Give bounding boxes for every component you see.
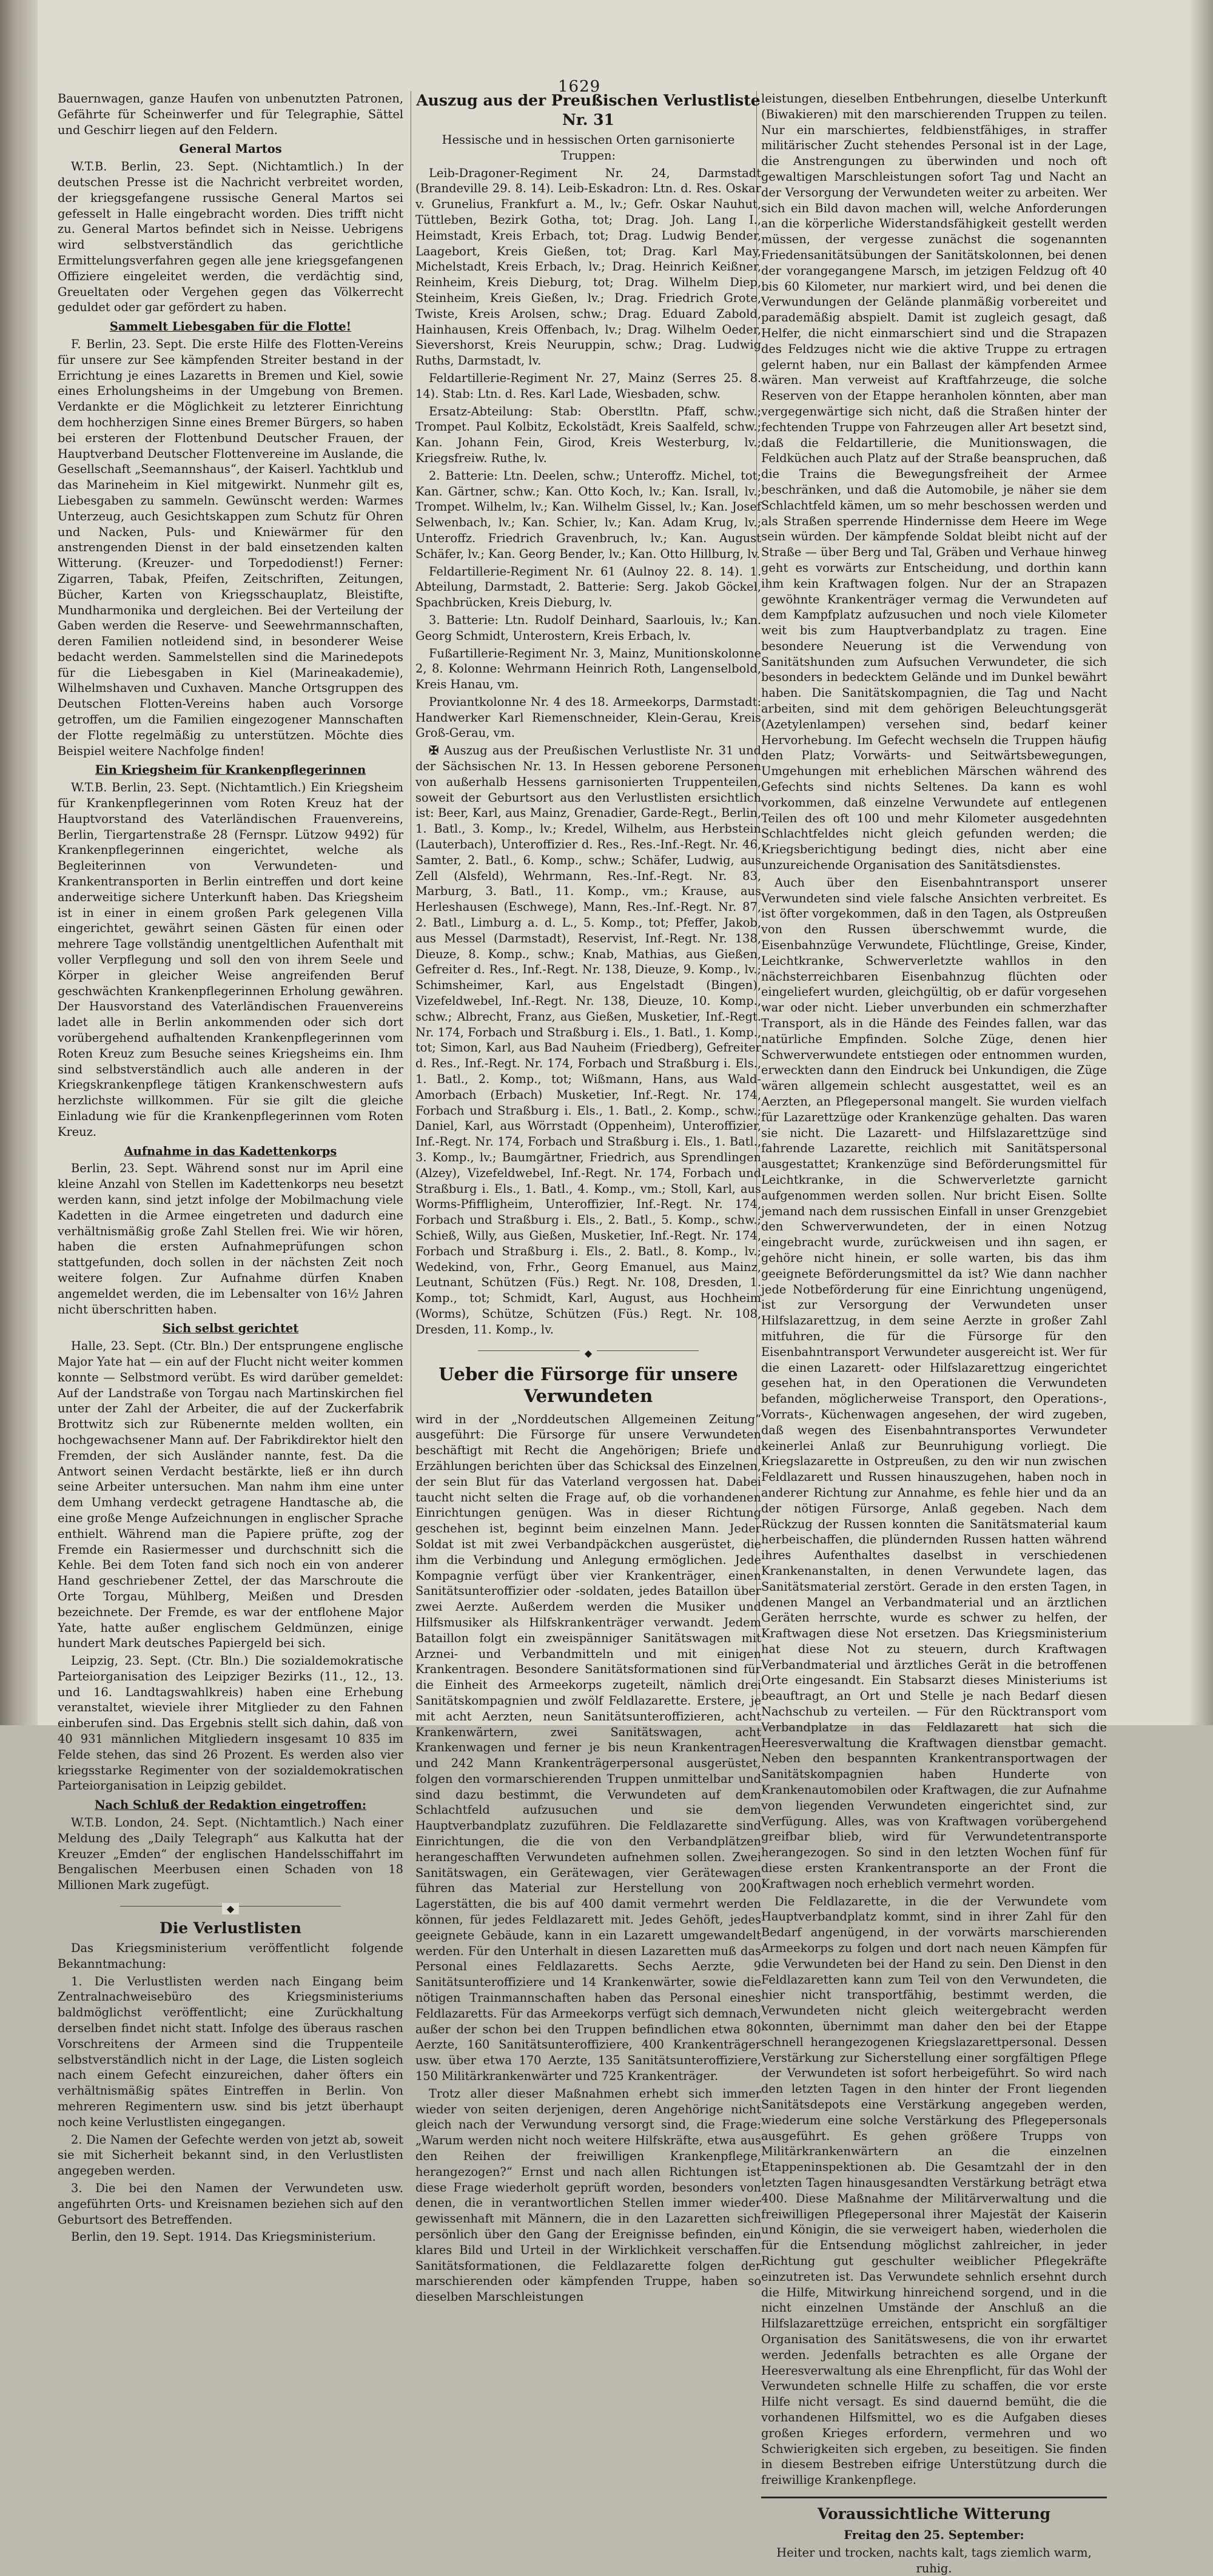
verlustlisten-point-2: 2. Die Namen der Gefechte werden von jetzt ab, soweit sie mit Sicherheit bekannt sind, in den Verlustlisten angegeben werden.	[58, 2132, 403, 2178]
ornament-divider: ◆	[58, 1900, 403, 1911]
casualty-list-proviantkolonne: Proviantkolonne Nr. 4 des 18. Armeekorps, Darmstadt: Handwerker Karl Riemenschneider, Klein-Gerau, Kreis Groß-Gerau, vm.	[415, 694, 761, 740]
verlustlisten-point-3: 3. Die bei den Namen der Verwundeten usw. angeführten Orts- und Kreisnamen beziehen sich auf den Geburtsort des Betreffenden.	[58, 2181, 403, 2227]
casualty-list-dragoner: Leib-Dragoner-Regiment Nr. 24, Darmstadt (Brandeville 29. 8. 14). Leib-Eskadron: Ltn. d. Res. Oskar v. Grunelius, Frankfurt a. M., lv.; Gefr. Oskar Nauhut, Tüttleben, Bezirk Gotha, tot; Drag. Joh. Lang I., Heimstadt, Kreis Erbach, tot; Drag. Ludwig Bender, Laagebort, Kreis Gießen, tot; Drag. Karl May, Michelstadt, Kreis Erbach, lv.; Drag. Heinrich Keißner, Reinheim, Kreis Dieburg, tot; Drag. Wilhelm Diep, Steinheim, Kreis Gießen, lv.; Drag. Friedrich Grote, Twiste, Kreis Arolsen, schw.; Drag. Eduard Zabold, Hainhausen, Kreis Offenbach, lv.; Drag. Wilhelm Oeder, Sievershorst, Kreis Neuruppin, schw.; Drag. Ludwig Ruths, Darmstadt, lv.	[415, 166, 761, 368]
article-fuersorge-part-1: wird in der „Norddeutschen Allgemeinen Zeitung“ ausgeführt: Die Fürsorge für unsere Verwundeten beschäftigt mit Recht die Angehörigen; Briefe und Erzählungen berichten über das Schicksal des Einzelnen, der sein Blut für das Vaterland vergossen hat. Dabei taucht nicht selten die Frage auf, ob die vorhandenen Einrichtungen genügen. Was in dieser Richtung geschehen ist, beginnt beim einzelnen Mann. Jeder Soldat ist mit zwei Verbandpäckchen ausgerüstet, die ihm die Verbindung und Anlegung ermöglichen. Jede Kompagnie verfügt über vier Krankenträger, einen Sanitätsunteroffizier oder -soldaten, jedes Bataillon über zwei Aerzte. Außerdem werden die Musiker und Hilfsmusiker als Hilfskrankenträger verwandt. Jedem Bataillon folgt ein zweispänniger Sanitätswagen mit Arznei- und Verbandmitteln und mit einigen Krankentragen. Besondere Sanitätsformationen sind für die Einheit des Armeekorps zugeteilt, nämlich drei Sanitätskompagnien und zwölf Feldlazarette. Erstere, je mit acht Aerzten, neun Sanitätsunteroffizieren, acht Krankenwärtern, zwei Sanitätswagen, acht Krankenwagen und ferner je bis neun Krankentragen und 242 Mann Krankenträgerpersonal ausgerüstet, folgen den vormarschierenden Truppen unmittelbar und sind dazu bestimmt, die Verwundeten auf dem Schlachtfeld aufzusuchen und sie dem Hauptverbandplatz zuzuführen. Die Feldlazarette sind Einrichtungen, die die von den Verbandplätzen herangeschafften Verwundeten aufnehmen sollen. Zwei Sanitätswagen, ein Gerätewagen, vier Gerätewagen führen das Material zur Herstellung von 200 Lagerstätten, die bis auf 400 damit vermehrt werden können, für jedes Feldlazarett mit. Jedes Gehöft, jedes geeignete Gebäude, kann in ein Lazarett umgewandelt werden. Für den Unterhalt in diesen Lazaretten muß das Personal eines Feldlazaretts. Sechs Aerzte, 9 Sanitätsunteroffiziere und 14 Krankenwärter, sowie die nötigen Trainmannschaften haben das Personal eines Feldlazaretts. Für das Armeekorps verfügt sich demnach, außer der schon bei den Truppen befindlichen etwa 80 Aerzte, 160 Sanitätsunteroffiziere, 400 Krankenträger usw. über etwa 170 Aerzte, 135 Sanitätsunteroffiziere, 150 Militärkrankenwärter und 725 Krankenträger.	[415, 1412, 761, 2084]
casualty-list-hessen-geboren: ✠ Auszug aus der Preußischen Verlustliste Nr. 31 und der Sächsischen Nr. 13. In Hessen geborene Personen von außerhalb Hessens garnisonierten Truppenteilen, soweit der Geburtsort aus den Verlustlisten ersichtlich ist: Beer, Karl, aus Mainz, Grenadier, Garde-Regt., Berlin, 1. Batl., 3. Komp., lv.; Kredel, Wilhelm, aus Herbstein (Lauterbach), Unteroffizier d. Res., Res.-Inf.-Regt. Nr. 46, Samter, 2. Batl., 6. Komp., schw.; Schäfer, Ludwig, aus Zell (Alsfeld), Wehrmann, Res.-Inf.-Regt. Nr. 83, Marburg, 3. Batl., 11. Komp., vm.; Krause, aus Herleshausen (Eschwege), Mann, Res.-Inf.-Regt. Nr. 87, 2. Batl., Limburg a. d. L., 5. Komp., tot; Pfeffer, Jakob, aus Messel (Darmstadt), Reservist, Inf.-Regt. Nr. 138, Dieuze, 8. Komp., schw.; Knab, Mathias, aus Gießen, Gefreiter d. Res., Inf.-Regt. Nr. 138, Dieuze, 9. Komp., lv.; Schimsheimer, Karl, aus Engelstadt (Bingen), Vizefeldwebel, Inf.-Regt. Nr. 138, Dieuze, 10. Komp., schw.; Albrecht, Franz, aus Gießen, Musketier, Inf.-Regt. Nr. 174, Forbach und Straßburg i. Els., 1. Batl., 1. Komp., tot; Simon, Karl, aus Bad Nauheim (Friedberg), Gefreiter d. Res., Inf.-Regt. Nr. 174, Forbach und Straßburg i. Els., 1. Batl., 2. Komp., tot; Wißmann, Hans, aus Wald-Amorbach (Erbach) Musketier, Inf.-Regt. Nr. 174, Forbach und Straßburg i. Els., 1. Batl., 2. Komp., schw.; Daniel, Karl, aus Wörrstadt (Oppenheim), Unteroffizier, Inf.-Regt. Nr. 174, Forbach und Straßburg i. Els., 1. Batl., 3. Komp., lv.; Baumgärtner, Friedrich, aus Sprendlingen (Alzey), Vizefeldwebel, Inf.-Regt. Nr. 174, Forbach und Straßburg i. Els., 1. Batl., 4. Komp., vm.; Stoll, Karl, aus Worms-Pfiffligheim, Unteroffizier, Inf.-Regt. Nr. 174, Forbach und Straßburg i. Els., 2. Batl., 5. Komp., schw.; Schieß, Willy, aus Gießen, Musketier, Inf.-Regt. Nr. 174, Forbach und Straßburg i. Els., 2. Batl., 8. Komp., lv.; Wedekind, von, Frhr., Georg Emanuel, aus Mainz, Leutnant, Schützen (Füs.) Regt. Nr. 108, Dresden, 1. Komp., tot; Schmidt, Karl, August, aus Hochheim (Worms), Schütze, Schützen (Füs.) Regt. Nr. 108, Dresden, 11. Komp., lv.	[415, 743, 761, 1337]
headline-verlustliste-31: Auszug aus der Preußischen Verlustliste Nr. 31	[416, 92, 761, 129]
headline-liebesgaben: Sammelt Liebesgaben für die Flotte!	[109, 320, 352, 334]
casualty-list-feldartillerie-27: Feldartillerie-Regiment Nr. 27, Mainz (Serres 25. 8. 14). Stab: Ltn. d. Res. Karl Lade, Wiesbaden, schw.	[415, 371, 761, 401]
article-emden: W.T.B. London, 24. Sept. (Nichtamtlich.) Nach einer Meldung des „Daily Telegraph“ aus Kalkutta hat der Kreuzer „Emden“ der englischen Handelsschiffahrt im Bengalischen Meerbusen einen Schaden von 18 Millionen Mark zugefügt.	[58, 1816, 403, 1893]
ornament-divider: ◆	[415, 1345, 761, 1356]
casualty-list-feldartillerie-61: Feldartillerie-Regiment Nr. 61 (Aulnoy 22. 8. 14). 1. Abteilung, Darmstadt, 2. Batterie: Serg. Jakob Göckel, Spachbrücken, Kreis Dieburg, lv.	[415, 564, 761, 610]
headline-kriegsheim: Ein Kriegsheim für Krankenpflegerinnen	[95, 763, 366, 777]
headline-witterung: Voraussichtliche Witterung	[817, 2504, 1051, 2523]
article-leipzig: Leipzig, 23. Sept. (Ctr. Bln.) Die sozialdemokratische Parteiorganisation des Leipziger Bezirks (11., 12., 13. und 16. Landtagswahlkreis) haben eine Erhebung veranstaltet, wieviele ihrer Mitglieder zu den Fahnen einberufen sind. Das Ergebnis stellt sich dahin, daß von 40 931 männlichen Mitgliedern insgesamt 10 835 im Felde stehen, das sind 26 Prozent. Es werden also vier kriegsstarke Regimenter von der sozialdemokratischen Parteiorganisation in Leipzig gebildet.	[58, 1654, 403, 1793]
subheadline-hessische-truppen: Hessische und in hessischen Orten garnisonierte Truppen:	[442, 133, 735, 163]
article-selbst-gerichtet: Halle, 23. Sept. (Ctr. Bln.) Der entsprungene englische Major Yate hat — ein auf der Flucht nicht weiter kommen konnte — Selbstmord verübt. Es wird darüber gemeldet: Auf der Landstraße von Torgau nach Martinskirchen fiel unter der Zahl der Arbeiter, die auf der Zuckerfabrik Brottwitz sich zur Rübenernte melden wollten, ein hochgewachsener Mann auf. Der Fabrikdirektor hielt den Fremden, der sich Ausländer nannte, fest. Da die Antwort seinen Verdacht bestärkte, ließ er ihn durch seine Arbeiter untersuchen. Man nahm ihm eine unter dem Umhang verdeckt getragene Handtasche ab, die eine große Menge Aufzeichnungen in englischer Sprache enthielt. Während man die Papiere prüfte, zog der Fremde ein Rasiermesser und durchschnitt sich die Kehle. Bei dem Toten fand sich noch ein von anderer Hand geschriebener Zettel, der das Marschroute die Orte Torgau, Mühlberg, Meißen und Dresden bezeichnete. Der Fremde, es war der entflohene Major Yate, hatte außer englischem Geldmünzen, einige hundert Mark deutsches Papiergeld bei sich.	[58, 1339, 403, 1651]
casualty-list-ersatz: Ersatz-Abteilung: Stab: Oberstltn. Pfaff, schw.; Trompet. Paul Kolbitz, Eckolstädt, Kreis Saalfeld, schw.; Kan. Johann Fein, Girod, Kreis Westerburg, lv.; Kriegsfreiw. Ruthe, lv.	[415, 404, 761, 465]
column-middle	[415, 91, 761, 2304]
casualty-list-3-batterie: 3. Batterie: Ltn. Rudolf Deinhard, Saarlouis, lv.; Kan. Georg Schmidt, Unterostern, Kreis Erbach, lv.	[415, 612, 761, 643]
cross-icon: ✠	[429, 743, 445, 758]
headline-selbst-gerichtet: Sich selbst gerichtet	[162, 1321, 299, 1336]
weather-date: Freitag den 25. September:	[844, 2527, 1024, 2542]
column-right	[761, 91, 1107, 2575]
headline-redaktionsschluss: Nach Schluß der Redaktion eingetroffen:	[94, 1798, 367, 1813]
casualty-list-fussartillerie: Fußartillerie-Regiment Nr. 3, Mainz, Munitionskolonne 2, 8. Kolonne: Wehrmann Heinrich Roth, Langenselbold, Kreis Hanau, vm.	[415, 646, 761, 692]
section-rule	[761, 2497, 1107, 2498]
article-fuersorge-continued-2: Auch über den Eisenbahntransport unserer Verwundeten sind viele falsche Ansichten verbreitet. Es ist öfter vorgekommen, daß in den Tagen, als Ostpreußen von den Russen überschwemmt wurde, die Eisenbahnzüge Verwundete, Flüchtlinge, Greise, Kinder, Leichtkranke, Schwerverletzte wahllos in den nächsterreichbaren Eisenbahnzug flüchten oder eingeliefert wurden, gleichgültig, ob er dafür vorgesehen war oder nicht. Lieber unverbunden ein schmerzhafter Transport, als in die Hände des Feindes fallen, war das natürliche Empfinden. Solche Züge, denen hier Schwerverwundete entstiegen oder entnommen wurden, erweckten dann den Eindruck bei Unkundigen, die Züge wären allgemein schlecht ausgestattet, weil es an Aerzten, an Pflegepersonal mangelt. Sie wurden vielfach für Lazarettzüge oder Krankenzüge gehalten. Das waren sie nicht. Die Lazarett- und Hilfslazarettzüge sind fahrende Lazarette, reichlich mit Sanitätspersonal ausgestattet; Krankenzüge sind Beförderungsmittel für Leichtkranke, in die Schwerverletzte garnicht aufgenommen werden sollen. Nur bricht Eisen. Sollte jemand nach dem russischen Einfall in unser Grenzgebiet den Schwerverwundeten, der in einen Notzug eingebracht wurde, zurückweisen und ihn sagen, er gehöre nicht hinein, er solle warten, bis das ihm geeignete Beförderungsmittel da ist? Wie dann nachher jede Notbeförderung für eine Einrichtung ungenügend, ist zur Versorgung der Verwundeten unser Hilfslazarettzug, in dem seine Aerzte in großer Zahl mitfuhren, die für die Fürsorge für den Eisenbahntransport Verwundeter ausgereicht ist. Wer für die einen Lazarett- oder Hilfslazarettzug eingerichtet gesehen hat, in den Operationen die Verwundeten befanden, möglicherweise Transport, den Operations-, Vorrats-, Küchenwagen angesehen, der wird zugeben, daß wegen des Eisenbahntransportes Verwundeter keinerlei Anlaß zur Beunruhigung vorliegt. Die Kriegslazarette in Ostpreußen, zu den wir nun zwischen Feldlazarett und Russen hinauszugehen, haben noch in anderer Richtung zur Annahme, es fehle hier und da an der nötigen Fürsorge, Anlaß gegeben. Nach dem Rückzug der Russen konnten die Sanitätsmaterial kaum herbeischaffen, die plündernden Russen hatten während ihres Aufenthaltes daselbst in verschiedenen Krankenanstalten, in denen Verwundete lagen, das Sanitätsmaterial zerstört. Gerade in den ersten Tagen, in denen Mangel an Verbandmaterial und an ärztlichen Geräten herrschte, wurde es schwer zu helfen, der Kraftwagen diese Not ersetzen. Das Kriegsministerium hat diese Not zu steuern, durch Kraftwagen Verbandmaterial und ärztliches Gerät in die betroffenen Orte eingesandt. Ein Stabsarzt dieses Ministeriums ist beauftragt, an Ort und Stelle je nach Bedarf diesen Nachschub zu verteilen. — Für den Rücktransport vom Verbandplatze in das Feldlazarett hat sich die Heeresverwaltung die Kraftwagen dienstbar gemacht. Neben den bespannten Krankentransportwagen der Sanitätskompagnien haben Hunderte von Krankenautomobilen oder Kraftwagen, die zur Aufnahme von liegenden Verwundeten eingerichtet sind, zur Verfügung. Alles, was von Kraftwagen vorübergehend greifbar blieb, wird für Verwundetentransporte herangezogen. So sind in den letzten Wochen fünf für diese ersten Krankentransporte an der Front die Kraftwagen noch erheblich vermehrt worden.	[761, 875, 1107, 1891]
weather-forecast: Heiter und trocken, nachts kalt, tags ziemlich warm, ruhig.	[776, 2545, 1092, 2575]
article-fuersorge-part-2: Trotz aller dieser Maßnahmen erhebt sich immer wieder von seiten derjenigen, deren Angehörige nicht gleich nach der Verwundung versorgt sind, die Frage: „Warum werden nicht noch weitere Hilfskräfte, etwa aus den Reihen der freiwilligen Krankenpflege, herangezogen?“ Ernst und nach allen Richtungen ist diese Frage wiederholt geprüft worden, besonders von denen, die in verantwortlichen Stellen immer wieder gewissenhaft mit Männern, die in den Lazaretten sich persönlich über den Gang der Ereignisse befinden, ein klares Bild und Urteil in der Wirklichkeit verschaffen. Sanitätsformationen, die Feldlazarette folgen der marschierenden oder kämpfenden Truppe, haben so dieselben Marschleistungen	[415, 2086, 761, 2304]
verlustlisten-point-1: 1. Die Verlustlisten werden nach Eingang beim Zentralnachweisebüro des Kriegsministeriums baldmöglichst veröffentlicht; eine Zurückhaltung derselben findet nicht statt. Infolge des überaus raschen Vorschreitens der Armeen sind die Truppenteile selbstverständlich nicht in der Lage, die Listen sogleich nach einem Gefecht einzureichen, daher öfters ein verhältnismäßig spätes Eintreffen in Berlin. Von mehreren Regimentern usw. sind bis jetzt überhaupt noch keine Verlustlisten eingegangen.	[58, 1974, 403, 2129]
page-edge-shadow	[1190, 0, 1213, 1725]
article-kadettenkorps: Berlin, 23. Sept. Während sonst nur im April eine kleine Anzahl von Stellen im Kadettenkorps neu besetzt werden kann, sind jetzt infolge der Mobilmachung viele Kadetten in die Armee eingetreten und dadurch eine verhältnismäßig große Zahl Stellen frei. Wie wir hören, haben die ersten Aufnahmeprüfungen schon stattgefunden, doch sollen in der nächsten Zeit noch weitere folgen. Zur Aufnahme dürfen Knaben angemeldet werden, die im Lebensalter von 16½ Jahren nicht überschritten haben.	[58, 1161, 403, 1317]
headline-general-martos: General Martos	[179, 142, 282, 156]
article-fuersorge-continued-1: leistungen, dieselben Entbehrungen, dieselbe Unterkunft (Biwakieren) mit den marschierenden Truppen zu teilen. Nur ein marschiertes, feldbienstfähiges, in straffer militärischer Zucht stehendes Personal ist in der Lage, die Anstrengungen zu überwinden und noch oft gewaltigen Marschleistungen sofort Tag und Nacht an der Versorgung der Verwundeten weiter zu arbeiten. Wer sich ein Bild davon machen will, welche Anforderungen an die körperliche Widerstandsfähigkeit gestellt werden müssen, der vergesse zunächst die sogenannten Friedensanitätsübungen der Sanitätskolonnen, bei denen der vorangegangene Marsch, im jetzigen Feldzug oft 40 bis 60 Kilometer, nur markiert wird, und bei denen die Verwundungen der Gelände planmäßig vorbereitet und parademäßig abspielt. Damit ist zugleich gesagt, daß Helfer, die nicht einmarschiert sind und die Strapazen des Feldzuges nicht wie die aktive Truppe zu ertragen gelernt haben, nur ein Ballast der kämpfenden Armee wären. Man verweist auf Kraftfahrzeuge, die solche Reserven von der Etappe heranholen könnten, aber man vergegenwärtige sich nicht, daß die Straßen hinter der fechtenden Truppe von Fahrzeugen aller Art besetzt sind, daß die Feldartillerie, die Munitionswagen, die Feldküchen auch Platz auf der Straße beanspruchen, daß die Trains die Bewegungsfreiheit der Armee beschränken, und daß die Automobile, je näher sie dem Schlachtfeld kämen, um so mehr beschossen werden und als Straßen sperrende Hindernisse dem Heere im Wege sein würden. Der kämpfende Soldat bleibt nicht auf der Straße — über Berg und Tal, Gräben und Verhaue hinweg geht es vorwärts zur Entscheidung, und dorthin kann ihm kein Kraftwagen folgen. Nur der an Strapazen gewöhnte Krankenträger vermag die Verwundeten auf dem Kampfplatz aufzusuchen und noch viele Kilometer weit bis zum Hauptverbandplatz zu tragen. Eine besondere Neuerung ist die Verwendung von Sanitätshunden zum Aufsuchen Verwundeter, die sich besonders in bedecktem Gelände und im Dunkel bewährt haben. Die Sanitätskompagnien, die Tag und Nacht arbeiten, sind mit dem gehörigen Beleuchtungsgerät (Azetylenlampen) versehen sind, bedarf keiner Hervorhebung. Im Gefecht wechseln die Truppen häufig den Platz; Vorwärts- und Seitwärtsbewegungen, Umgehungen mit erheblichen Märschen während des Gefechts sind nichts Seltenes. Da kann es wohl vorkommen, daß einzelne Verwundete auf entlegenen Teilen des oft 100 und mehr Kilometer ausgedehnten Schlachtfeldes nicht gleich gefunden werden; die Kriegsberichtigung bedingt dies, nicht aber eine unzureichende Organisation des Sanitätsdienstes.	[761, 92, 1107, 873]
article-fuersorge-continued-3: Die Feldlazarette, in die der Verwundete vom Hauptverbandplatz kommt, sind in ihrer Zahl für den Bedarf angenügend, in der vorwärts marschierenden Armeekorps zu folgen und dort nach neuen Kämpfen für die Verwundeten bei der Hand zu sein. Den Dienst in den Feldlazaretten kann zum Teil von den Verwundeten, die hier nicht transportfähig, bestimmt werden, die Verwundeten nicht gleich weitergebracht werden konnten, übernimmt man daher den bei der Etappe schnell herangezogenen Kriegslazarettpersonal. Dessen Verstärkung zur Sicherstellung einer sorgfältigen Pflege der Verwundeten ist sofort herbeigeführt. So wird nach den letzten Tagen in den hinter der Front liegenden Sanitätsdepots eine Verstärkung angegeben werden, wiederum eine solche Verstärkung des Pflegepersonals ausgeführt. Es gehen größere Trupps von Militärkrankenwärtern an die einzelnen Etappeninspektionen ab. Die Gesamtzahl der in den letzten Tagen hinausgesandten Verstärkung beträgt etwa 400. Diese Maßnahme der Militärverwaltung und die freiwilligen Pflegepersonal ihrer Majestät der Kaiserin und Königin, die sie verweigert haben, wiederholen die für die Entsendung möglichst zahlreicher, in jeder Richtung gut geschulter weiblicher Pflegekräfte einzutreten ist. Das Verwundete sehnlich ersehnt durch die Hilfe, Mitwirkung hinreichend sorgend, und in die nicht einzelnen Umstände der Anschluß an die Hilfslazarettzüge erreichen, entspricht ein sorgfältiger Organisation des Sanitätswesens, die von ihr erwartet werden. Jedenfalls betrachten es alle Organe der Heeresverwaltung als eine Ehrenpflicht, für das Wohl der Verwundeten schnelle Hilfe zu schaffen, die vor erste Hilfe nicht versagt. Es sind dauernd bemüht, die die vorhandenen Hilfsmittel, wo es die Aufgaben dieses großen Krieges erfordern, vermehren und wo Schwierigkeiten sich ergeben, zu beseitigen. Sie finden in diesem Bestreben eifrige Unterstützung durch die freiwillige Krankenpflege.	[761, 1894, 1107, 2487]
verlustlisten-intro: Das Kriegsministerium veröffentlicht folgende Bekanntmachung:	[58, 1941, 403, 1971]
article-kriegsheim: W.T.B. Berlin, 23. Sept. (Nichtamtlich.) Ein Kriegsheim für Krankenpflegerinnen vom Roten Kreuz hat der Hauptvorstand des Vaterländischen Frauenvereins, Berlin, Tiergartenstraße 28 (Fernspr. Lützow 9492) für Krankenpflegerinnen eingerichtet, welche als Begleiterinnen von Verwundeten- und Krankentransporten in Berlin eintreffen und dort keine anderweitige sichere Unterkunft haben. Das Kriegsheim ist in einer in einem großen Park gelegenen Villa eingerichtet, gewährt seinen Gästen für einen oder mehrere Tage vollständig unentgeltlichen Aufenthalt mit voller Verpflegung und soll den von ihrem Seele und Körper in gleicher Weise angreifenden Beruf geschwächten Krankenpflegerinnen Erholung gewähren. Der Hausvorstand des Vaterländischen Frauenvereins ladet alle in Berlin ankommenden oder sich dort vorübergehend aufhaltenden Krankenpflegerinnen vom Roten Kreuz zum Besuche seines Kriegsheims ein. Ihm sind selbstverständlich auch alle anderen in der Kriegskrankenpflege tätigen Krankenschwestern aufs herzlichste willkommen. Für sie gilt die gleiche Einladung wie für die Krankenpflegerinnen vom Roten Kreuz.	[58, 780, 403, 1139]
headline-kadettenkorps: Aufnahme in das Kadettenkorps	[124, 1144, 337, 1158]
casualty-list-2-batterie: 2. Batterie: Ltn. Deelen, schw.; Unteroffz. Michel, tot; Kan. Gärtner, schw.; Kan. Otto Koch, lv.; Kan. Israll, lv.; Trompet. Wilhelm, lv.; Kan. Wilhelm Gissel, lv.; Kan. Josef Selwenbach, lv.; Kan. Schier, lv.; Kan. Adam Krug, lv.; Unteroffz. Friedrich Gravenbruch, lv.; Kan. August Schäfer, lv.; Kan. Georg Bender, lv.; Kan. Otto Hillburg, lv.	[415, 468, 761, 561]
article-martos: W.T.B. Berlin, 23. Sept. (Nichtamtlich.) In der deutschen Presse ist die Nachricht verbreitet worden, der kriegsgefangene russische General Martos sei gefesselt in Halle eingebracht worden. Dies trifft nicht zu. General Martos befindet sich in Neisse. Uebrigens wird selbstverständlich das gerichtliche Ermittelungsverfahren gegen alle jene kriegsgefangenen Offiziere eingeleitet werden, die verdächtig sind, Greueltaten oder Vergehen gegen das Völkerrecht geduldet oder gar gefördert zu haben.	[58, 159, 403, 315]
page-number: 1629	[558, 78, 601, 96]
headline-verlustlisten: Die Verlustlisten	[160, 1919, 301, 1937]
article-flotte: F. Berlin, 23. Sept. Die erste Hilfe des Flotten-Vereins für unsere zur See kämpfenden Streiter bestand in der Errichtung je eines Lazaretts in Bremen und Kiel, sowie eines Erholungsheims in der Umgebung von Bremen. Verdankte er die Möglichkeit zu letzterer Einrichtung dem hochherzigen Sinne eines Bremer Bürgers, so haben bei ersteren der Flottenbund Deutscher Frauen, der Hauptverband Deutscher Flottenvereine im Auslande, die Gesellschaft „Seemannshaus“, der Kaiserl. Yachtklub und das Marineheim in Kiel mitgewirkt. Nunmehr gilt es, Liebesgaben zu sammeln. Gewünscht werden: Warmes Unterzeug, auch Gesichtskappen zum Schutz für Ohren und Nacken, Puls- und Kniewärmer für den anstrengenden Dienst in der bald einsetzenden kalten Witterung. (Kreuzer- und Torpedodienst!) Ferner: Zigarren, Tabak, Pfeifen, Zeitschriften, Zeitungen, Bücher, Karten von Kriegsschauplatz, Bleistifte, Mundharmonika und dergleichen. Bei der Verteilung der Gaben werden die Reserve- und Seewehrmannschaften, deren Familien notleidend sind, in besonderer Weise bedacht werden. Sammelstellen sind die Marinedepots für die Liebesgaben in Kiel (Marineakademie), Wilhelmshaven und Cuxhaven. Manche Ortsgruppen des Deutschen Flotten-Vereins haben auch Vorsorge getroffen, um die Familien eingezogener Mannschaften der Flotte regelmäßig zu unterstützen. Möchte dies Beispiel weitere Nachfolge finden!	[58, 337, 403, 758]
article-fragment: Bauernwagen, ganze Haufen von unbenutzten Patronen, Gefährte für Scheinwerfer und für Telegraphie, Sättel und Geschirr liegen auf den Feldern.	[58, 92, 403, 137]
verlustlisten-signature: Berlin, den 19. Sept. 1914. Das Kriegsministerium.	[71, 2230, 376, 2244]
book-binding-shadow	[0, 0, 38, 1725]
headline-fuersorge: Ueber die Fürsorge für unsere Verwundeten	[438, 1363, 738, 1406]
column-left	[58, 91, 403, 2244]
